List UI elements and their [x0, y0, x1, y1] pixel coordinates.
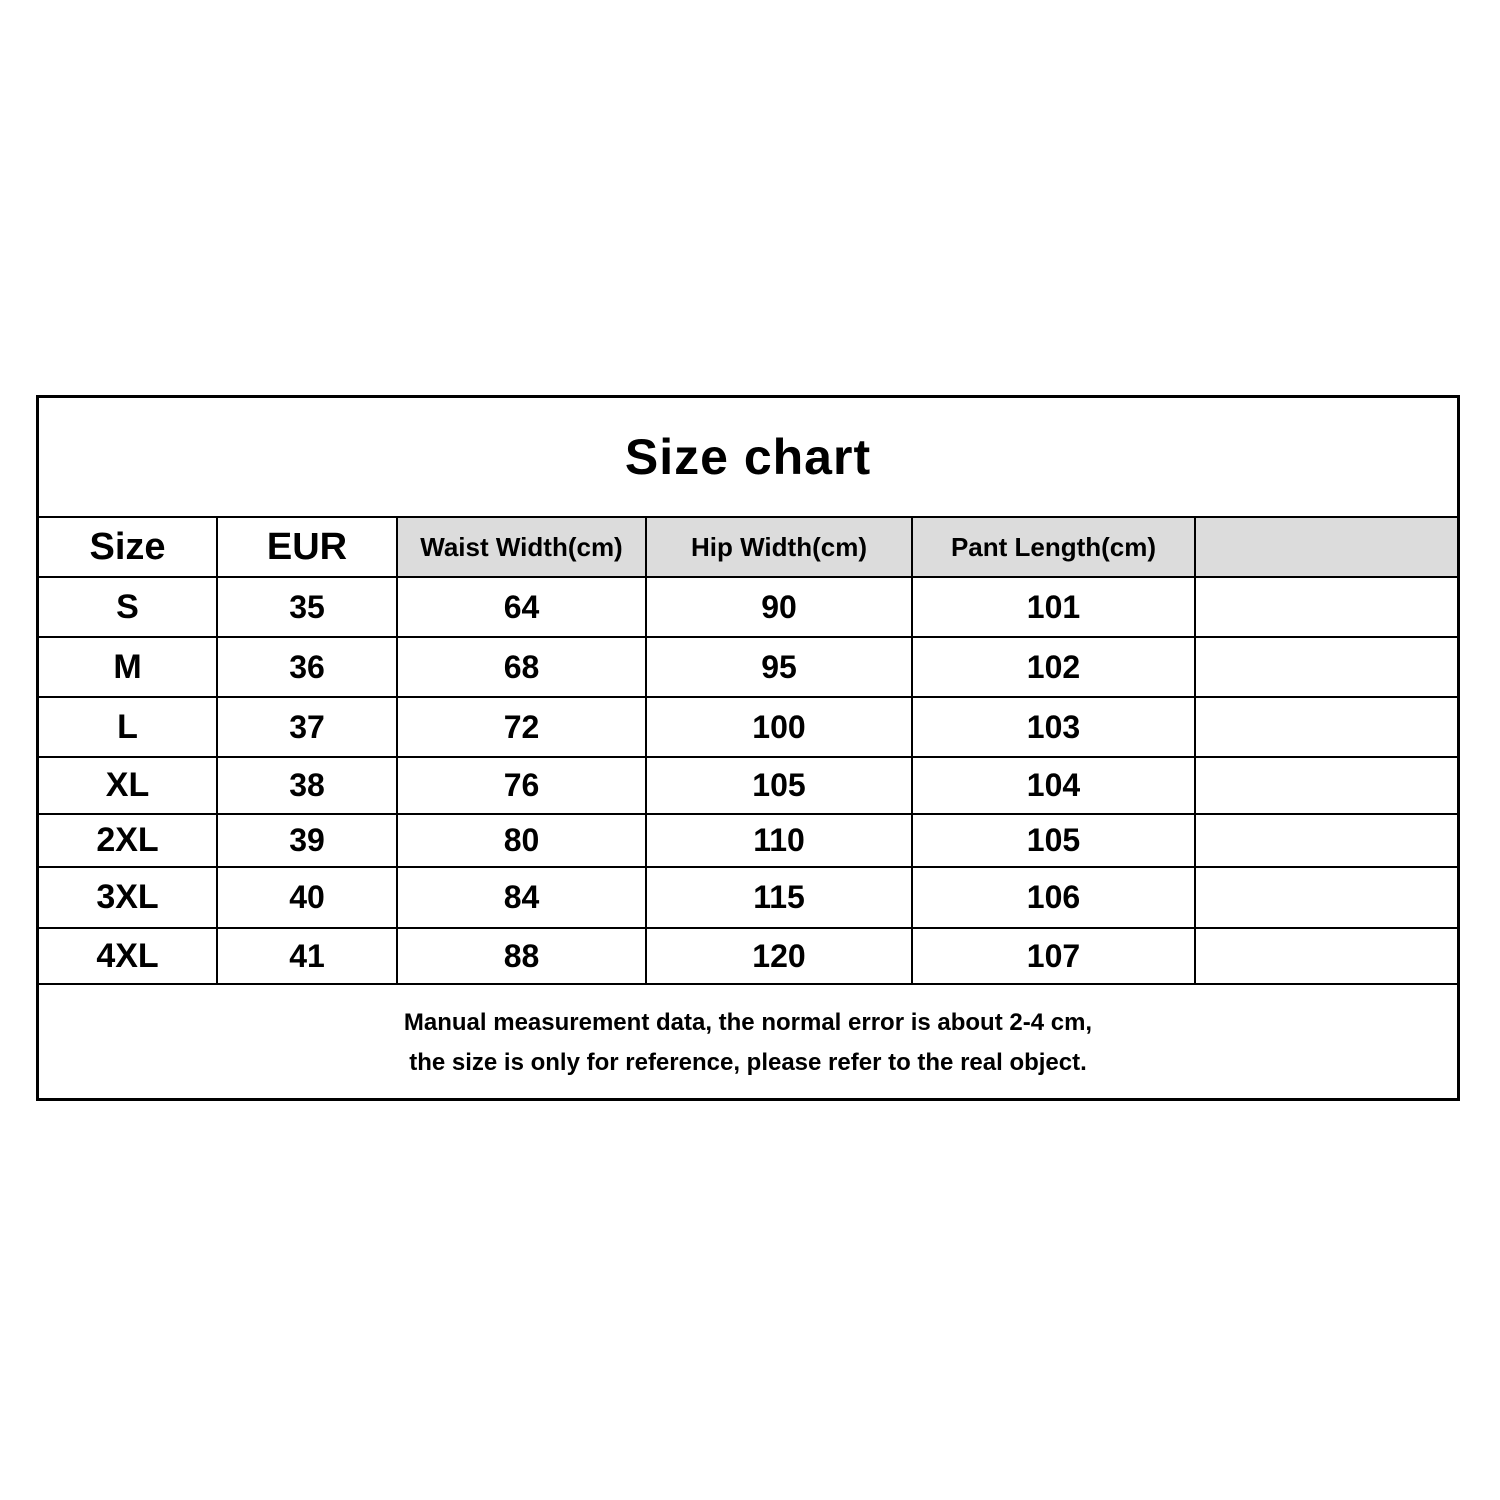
length-cell: 101	[912, 577, 1195, 637]
size-cell: S	[39, 577, 217, 637]
note-line-2: the size is only for reference, please refer to the real object.	[409, 1049, 1087, 1076]
length-cell: 102	[912, 637, 1195, 697]
size-cell: L	[39, 697, 217, 757]
waist-cell: 80	[397, 814, 646, 867]
empty-cell	[1195, 697, 1457, 757]
eur-cell: 37	[217, 697, 397, 757]
header-pant-length: Pant Length(cm)	[912, 518, 1195, 577]
empty-cell	[1195, 757, 1457, 814]
table-row	[39, 697, 1457, 757]
header-row	[39, 518, 1457, 577]
size-chart	[36, 395, 1460, 1101]
length-cell: 103	[912, 697, 1195, 757]
hip-cell: 105	[646, 757, 912, 814]
hip-cell: 120	[646, 928, 912, 984]
chart-title: Size chart	[624, 429, 872, 485]
waist-cell: 88	[397, 928, 646, 984]
waist-cell: 68	[397, 637, 646, 697]
waist-cell: 84	[397, 867, 646, 928]
eur-cell: 36	[217, 637, 397, 697]
header-empty	[1195, 518, 1457, 577]
hip-cell: 100	[646, 697, 912, 757]
eur-cell: 39	[217, 814, 397, 867]
size-cell: 4XL	[39, 928, 217, 984]
hip-cell: 90	[646, 577, 912, 637]
waist-cell: 76	[397, 757, 646, 814]
empty-cell	[1195, 577, 1457, 637]
empty-cell	[1195, 814, 1457, 867]
length-cell: 106	[912, 867, 1195, 928]
table-row	[39, 867, 1457, 928]
eur-cell: 41	[217, 928, 397, 984]
table-row	[39, 814, 1457, 867]
size-cell: 2XL	[39, 814, 217, 867]
eur-cell: 40	[217, 867, 397, 928]
empty-cell	[1195, 867, 1457, 928]
empty-cell	[1195, 928, 1457, 984]
size-cell: XL	[39, 757, 217, 814]
size-cell: 3XL	[39, 867, 217, 928]
size-table	[39, 518, 1457, 984]
measurement-note	[39, 983, 1457, 1101]
header-eur: EUR	[217, 518, 397, 577]
size-cell: M	[39, 637, 217, 697]
length-cell: 104	[912, 757, 1195, 814]
note-line-1: Manual measurement data, the normal error is about 2-4 cm,	[403, 1009, 1093, 1036]
table-row	[39, 928, 1457, 984]
header-size: Size	[39, 518, 217, 577]
hip-cell: 110	[646, 814, 912, 867]
eur-cell: 38	[217, 757, 397, 814]
header-waist-width: Waist Width(cm)	[397, 518, 646, 577]
title-band	[39, 398, 1457, 518]
table-row	[39, 757, 1457, 814]
table-row	[39, 577, 1457, 637]
header-hip-width: Hip Width(cm)	[646, 518, 912, 577]
eur-cell: 35	[217, 577, 397, 637]
empty-cell	[1195, 637, 1457, 697]
hip-cell: 115	[646, 867, 912, 928]
waist-cell: 72	[397, 697, 646, 757]
waist-cell: 64	[397, 577, 646, 637]
length-cell: 107	[912, 928, 1195, 984]
table-row	[39, 637, 1457, 697]
hip-cell: 95	[646, 637, 912, 697]
length-cell: 105	[912, 814, 1195, 867]
